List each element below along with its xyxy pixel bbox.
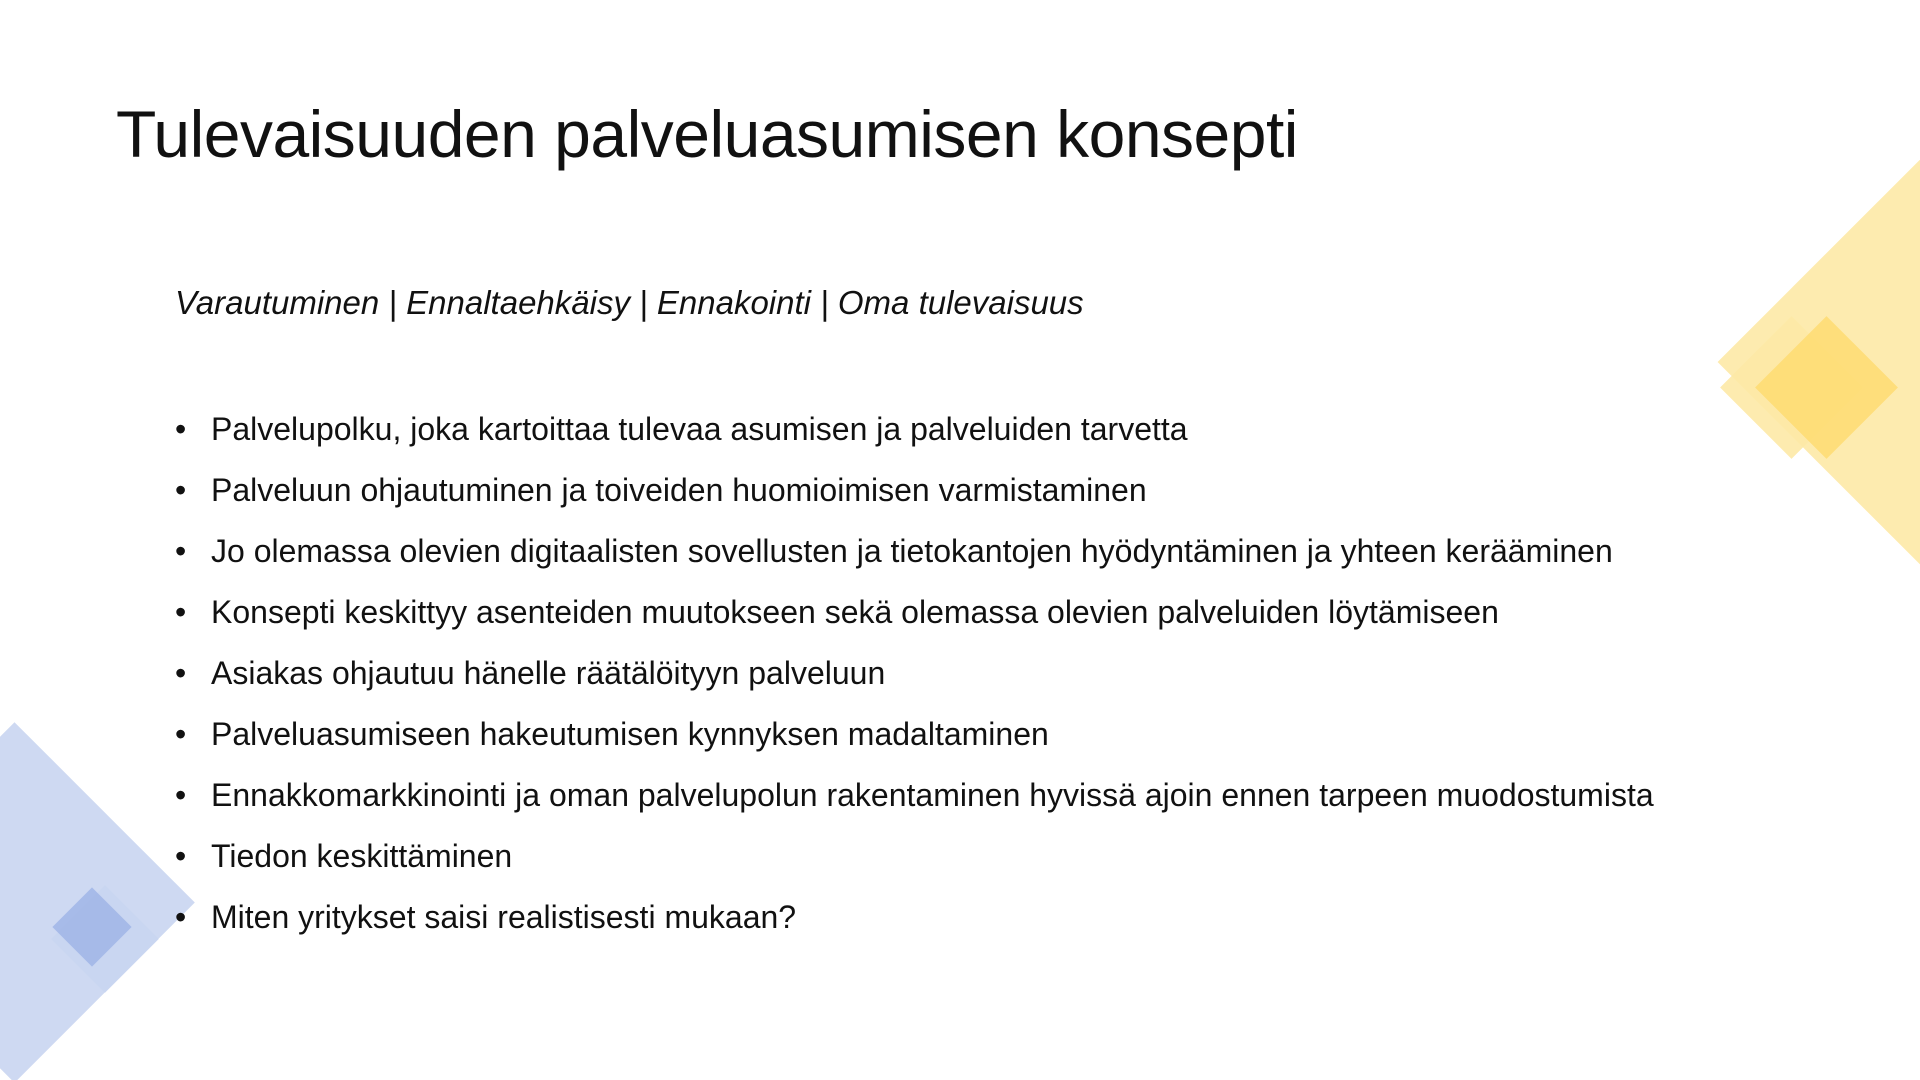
bullet-item: • Ennakkomarkkinointi ja oman palvelupolun rakentaminen hyvissä ajoin ennen tarpeen muodostumista (175, 772, 1654, 833)
bullet-item: • Palveluun ohjautuminen ja toiveiden huomioimisen varmistaminen (175, 467, 1654, 528)
bullet-item: • Miten yritykset saisi realistisesti mukaan? (175, 894, 1654, 955)
bullet-item: • Palvelupolku, joka kartoittaa tulevaa asumisen ja palveluiden tarvetta (175, 406, 1654, 467)
bullet-item: • Asiakas ohjautuu hänelle räätälöityyn palveluun (175, 650, 1654, 711)
slide-title: Tulevaisuuden palveluasumisen konsepti (116, 97, 1298, 171)
bullet-list (175, 406, 1654, 955)
bullet-item: • Palveluasumiseen hakeutumisen kynnyksen madaltaminen (175, 711, 1654, 772)
slide-subtitle: Varautuminen | Ennaltaehkäisy | Ennakointi | Oma tulevaisuus (175, 284, 1084, 321)
bullet-item: • Tiedon keskittäminen (175, 833, 1654, 894)
bullet-item: • Jo olemassa olevien digitaalisten sovellusten ja tietokantojen hyödyntäminen ja yhteen kerääminen (175, 528, 1654, 589)
bullet-item: • Konsepti keskittyy asenteiden muutokseen sekä olemassa olevien palveluiden löytämiseen (175, 589, 1654, 650)
